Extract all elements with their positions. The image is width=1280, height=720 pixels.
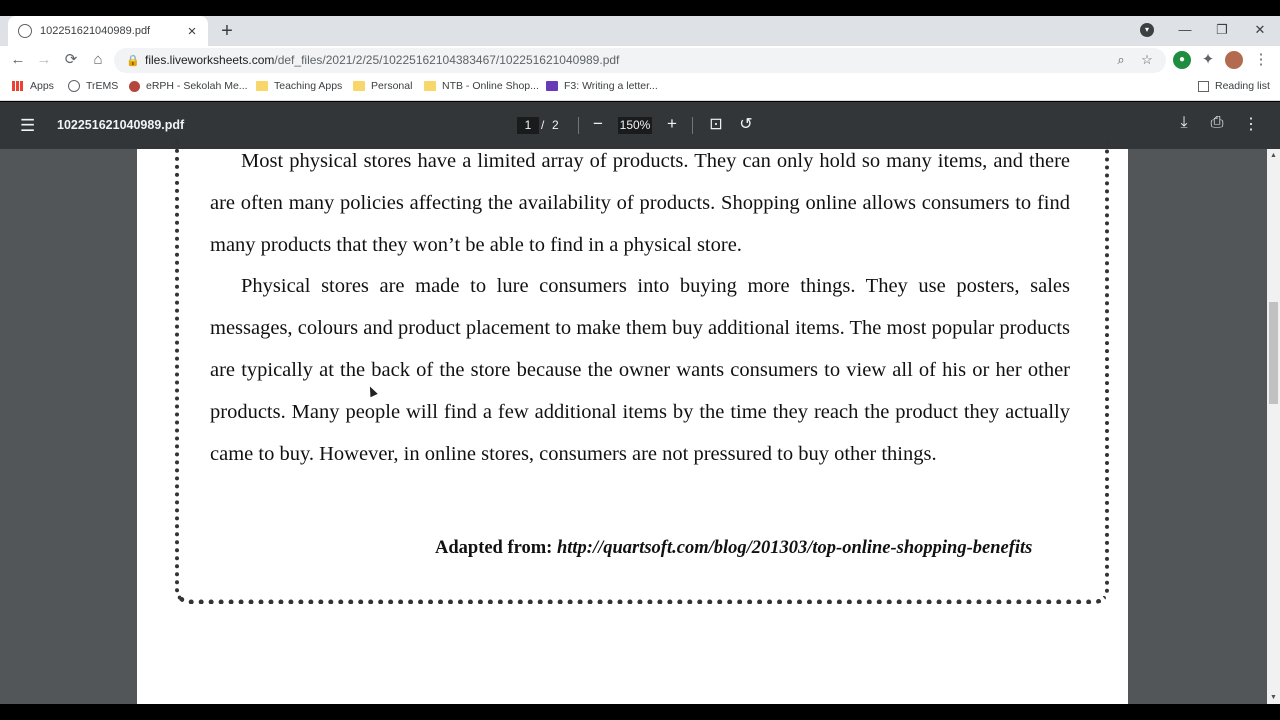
tab-close-icon[interactable]: × — [187, 22, 197, 40]
zoom-out-button[interactable]: − — [593, 114, 603, 133]
bookmark-teaching-apps[interactable]: Teaching Apps — [256, 80, 342, 92]
reading-list-icon — [1198, 81, 1209, 92]
minimize-button[interactable]: — — [1178, 22, 1192, 37]
browser-toolbar — [0, 46, 1280, 74]
grammarly-extension-icon[interactable]: ● — [1173, 51, 1191, 69]
profile-avatar[interactable] — [1225, 51, 1243, 69]
tab-strip — [0, 16, 1280, 46]
zoom-in-button[interactable]: + — [667, 114, 677, 133]
page-number-input[interactable]: 1 — [517, 117, 539, 134]
bookmark-ntb-online-shop[interactable]: NTB - Online Shop... — [424, 80, 539, 92]
bookmark-apps[interactable]: Apps — [12, 80, 54, 92]
hamburger-menu-icon[interactable]: ☰ — [20, 116, 36, 135]
pdf-page — [137, 149, 1128, 704]
apps-grid-icon — [12, 81, 24, 91]
paragraph-2: Physical stores are made to lure consumers into buying more things. They use posters, sales messages, colours and product placement to make them buy additional items. The most popular products are typically at the back of the store because the owner wants consumers to view all of his or her other products. Many people will find a few additional items by the time they reach the product they actually came to buy. However, in online stores, consumers are not pressured to buy other things. — [210, 275, 1070, 465]
pdf-viewer — [0, 102, 1280, 704]
rotate-icon[interactable]: ↺ — [739, 116, 753, 133]
folder-icon — [424, 81, 436, 91]
bookmark-f3-writing-letter[interactable]: F3: Writing a letter... — [546, 80, 658, 92]
scrollbar-thumb[interactable] — [1269, 302, 1278, 404]
bookmark-trems[interactable]: TrEMS — [68, 80, 118, 92]
zoom-icon[interactable]: ⌕ — [1117, 52, 1125, 67]
scroll-up-arrow[interactable]: ▲ — [1270, 152, 1277, 159]
folder-icon — [256, 81, 268, 91]
more-actions-icon[interactable]: ⋮ — [1243, 116, 1259, 133]
new-tab-button[interactable]: + — [221, 20, 233, 42]
extensions-puzzle-icon[interactable]: ✦ — [1201, 51, 1215, 68]
folder-icon — [353, 81, 365, 91]
forms-icon — [546, 81, 558, 91]
top-letterbox — [0, 0, 1280, 16]
vertical-scrollbar[interactable] — [1267, 149, 1280, 704]
bottom-letterbox — [0, 704, 1280, 720]
bookmark-erph[interactable]: eRPH - Sekolah Me... — [129, 80, 248, 92]
fit-to-page-icon[interactable]: ⊡ — [709, 116, 723, 133]
print-icon[interactable]: ⎙ — [1210, 114, 1224, 131]
scroll-down-arrow[interactable]: ▼ — [1270, 694, 1277, 701]
page-separator: / — [541, 118, 545, 132]
back-icon[interactable]: ← — [10, 51, 26, 68]
toolbar-divider — [692, 117, 693, 134]
school-crest-icon — [129, 81, 140, 92]
reading-list-button[interactable]: Reading list — [1198, 80, 1270, 92]
reload-icon[interactable]: ⟳ — [64, 51, 78, 68]
globe-icon — [18, 24, 32, 38]
tab-search-icon[interactable]: ▾ — [1140, 23, 1154, 37]
page-total: 2 — [552, 118, 559, 132]
bookmarks-bar — [0, 74, 1280, 101]
toolbar-divider — [578, 117, 579, 134]
url-text[interactable]: files.liveworksheets.com/def_files/2021/2/25/10225162104383467/102251621040989.pdf — [145, 53, 620, 67]
address-bar[interactable] — [114, 48, 1166, 73]
bookmark-personal[interactable]: Personal — [353, 80, 412, 92]
window-close-button[interactable]: ✕ — [1254, 22, 1266, 37]
source-url: http://quartsoft.com/blog/201303/top-online-shopping-benefits — [556, 538, 1033, 558]
pdf-filename: 102251621040989.pdf — [57, 118, 185, 132]
adapted-label: Adapted from: — [435, 538, 557, 558]
browser-menu-icon[interactable]: ⋮ — [1253, 51, 1269, 68]
download-icon[interactable]: ⤓ — [1180, 114, 1188, 131]
globe-icon — [68, 80, 80, 92]
bookmark-star-icon[interactable]: ☆ — [1141, 52, 1153, 67]
paragraph-1: Most physical stores have a limited array of products. They can only hold so many items, and there are often many policies affecting the availability of products. Shopping online allows consumers to find many products that they won’t be able to find in a physical store. — [210, 150, 1070, 256]
restore-button[interactable]: ❐ — [1216, 22, 1228, 37]
home-icon[interactable]: ⌂ — [93, 51, 103, 68]
forward-icon[interactable]: → — [36, 51, 52, 68]
zoom-level-input[interactable]: 150% — [619, 118, 651, 132]
tab-title: 102251621040989.pdf — [40, 25, 151, 37]
lock-icon[interactable]: 🔒 — [126, 55, 140, 67]
browser-tab[interactable] — [8, 16, 208, 46]
source-citation — [435, 538, 1032, 559]
